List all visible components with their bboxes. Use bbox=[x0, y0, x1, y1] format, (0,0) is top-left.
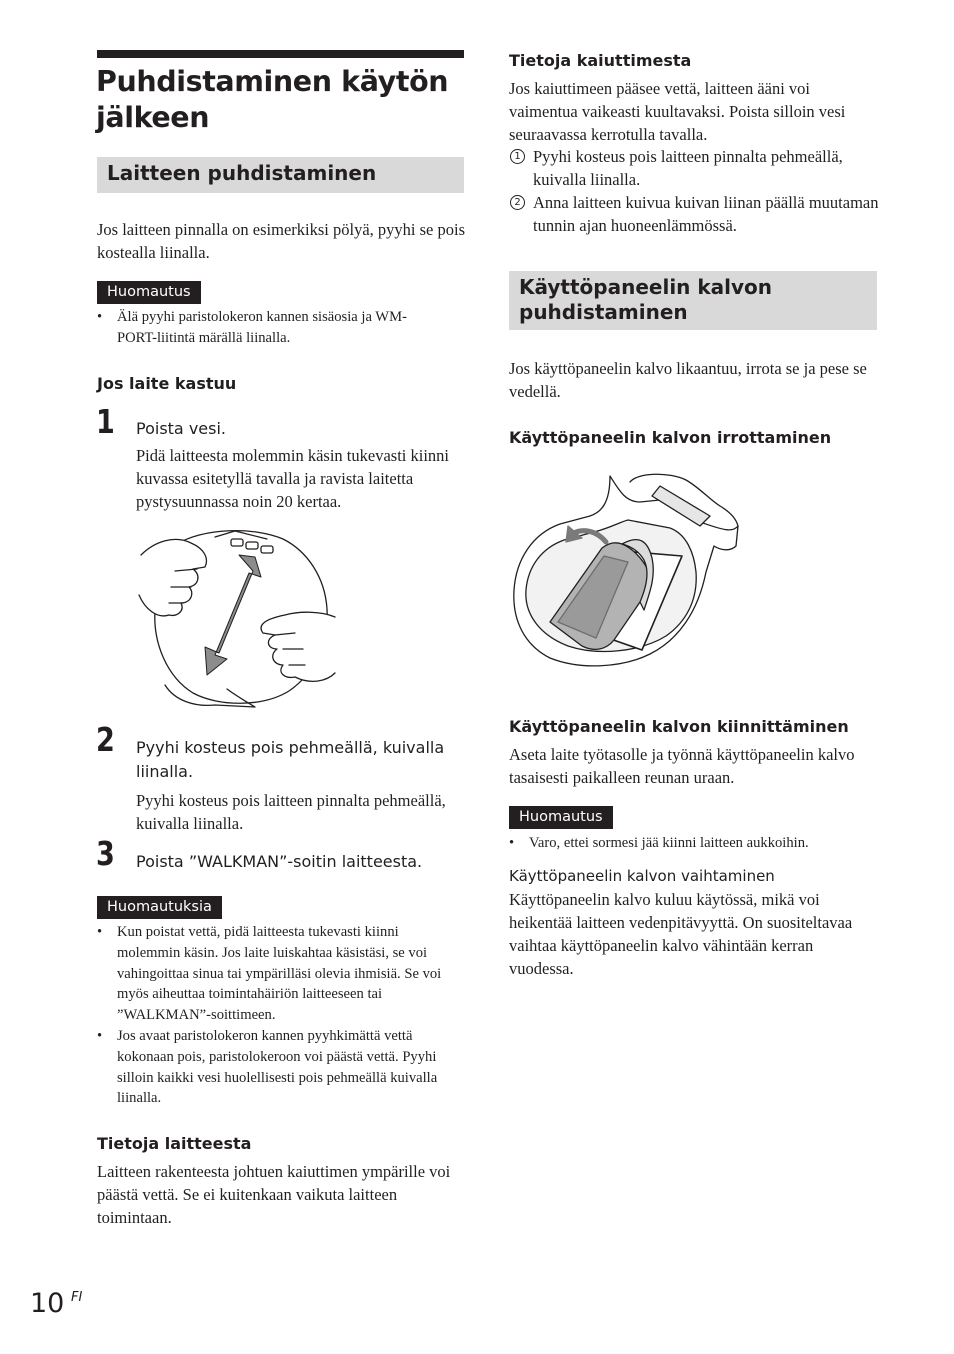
note-list bbox=[97, 307, 427, 349]
list-item: • Kun poistat vettä, pidä laitteesta tukevasti kiinni molemmin käsin. Jos laite luiskahtaa käsistäsi, se voi vahingoittaa sinua tai ympärilläsi olevia ihmisiä. Se voi myös aiheuttaa toimintahäiriön laitteeseen tai ”WALKMAN”-soittimeen. bbox=[97, 922, 464, 1026]
section-heading-panel-film: Käyttöpaneelin kalvon puhdistaminen bbox=[509, 271, 877, 330]
speaker-body: Jos kaiuttimeen pääsee vettä, laitteen ääni voi vaimentua vaikeasti kuultavaksi. Poista silloin vesi seuraavassa kerrotulla tavalla. bbox=[509, 79, 846, 144]
section-heading-device-cleaning: Laitteen puhdistaminen bbox=[97, 157, 464, 193]
page-number: 10 bbox=[30, 1288, 65, 1319]
step-title: Poista ”WALKMAN”-soitin laitteesta. bbox=[136, 852, 423, 871]
numbered-item-text: Pyyhi kosteus pois laitteen pinnalta pehmeällä, kuivalla liinalla. bbox=[533, 147, 843, 189]
note-label: Huomautus bbox=[97, 281, 201, 304]
notes-label: Huomautuksia bbox=[97, 896, 222, 919]
step-number: 3 bbox=[96, 834, 115, 873]
numbered-item bbox=[509, 191, 881, 237]
step-body: Pidä laitteesta molemmin käsin tukevasti kiinni kuvassa esitetyllä tavalla ja ravista laitetta pystysuunnassa noin 20 kertaa. bbox=[136, 446, 449, 511]
film-removal-illustration bbox=[510, 472, 742, 672]
device-info-body: Laitteen rakenteesta johtuen kaiuttimen ympärille voi päästä vettä. Se ei kuitenkaan vaikuta laitteen toimintaan. bbox=[97, 1162, 451, 1227]
note-list bbox=[509, 833, 881, 854]
numbered-item-text: Anna laitteen kuivua kuivan liinan päällä muutaman tunnin ajan huoneenlämmössä. bbox=[533, 193, 879, 235]
notes-list bbox=[97, 922, 464, 1109]
step-number: 2 bbox=[96, 720, 115, 759]
page-title: Puhdistaminen käytön jälkeen bbox=[96, 65, 449, 134]
list-item: • Älä pyyhi paristolokeron kannen sisäosia ja WM-PORT-liitintä märällä liinalla. bbox=[97, 307, 427, 349]
title-rule bbox=[97, 50, 464, 58]
step-title: Poista vesi. bbox=[136, 419, 226, 438]
numbered-item bbox=[509, 145, 881, 191]
step-circle: 2 bbox=[510, 195, 525, 210]
list-item: • Varo, ettei sormesi jää kiinni laitteen aukkoihin. bbox=[509, 833, 881, 854]
subheading-attach-film: Käyttöpaneelin kalvon kiinnittäminen bbox=[509, 717, 849, 736]
step-body: Pyyhi kosteus pois laitteen pinnalta pehmeällä, kuivalla liinalla. bbox=[136, 791, 446, 833]
attach-film-body: Aseta laite työtasolle ja työnnä käyttöpaneelin kalvo tasaisesti paikalleen reunan uraan. bbox=[509, 745, 855, 787]
subheading-if-wet: Jos laite kastuu bbox=[97, 374, 237, 393]
speaker-steps bbox=[509, 145, 881, 237]
replace-film-body: Käyttöpaneelin kalvo kuluu käytössä, mikä voi heikentää laitteen vedenpitävyyttä. On suositeltavaa vaihtaa käyttöpaneelin kalvo vähintään kerran vuodessa. bbox=[509, 890, 853, 978]
step-circle: 1 bbox=[510, 149, 525, 164]
step-number: 1 bbox=[96, 402, 115, 441]
subheading-device-info: Tietoja laitteesta bbox=[97, 1134, 252, 1153]
note-label: Huomautus bbox=[509, 806, 613, 829]
step-title: Pyyhi kosteus pois pehmeällä, kuivalla liinalla. bbox=[136, 738, 445, 781]
subheading-speaker: Tietoja kaiuttimesta bbox=[509, 51, 692, 70]
subheading-remove-film: Käyttöpaneelin kalvon irrottaminen bbox=[509, 428, 832, 447]
section-intro: Jos laitteen pinnalla on esimerkiksi pölyä, pyyhi se pois kostealla liinalla. bbox=[97, 220, 465, 262]
page-language: FI bbox=[71, 1290, 83, 1305]
panel-film-intro: Jos käyttöpaneelin kalvo likaantuu, irrota se ja pese se vedellä. bbox=[509, 359, 867, 401]
shake-device-illustration bbox=[135, 525, 340, 710]
subheading-replace-film: Käyttöpaneelin kalvon vaihtaminen bbox=[509, 867, 775, 885]
list-item: • Jos avaat paristolokeron kannen pyyhkimättä vettä kokonaan pois, paristolokeroon voi päästä vettä. Pyyhi silloin kaikki vesi huolellisesti pois pehmeällä kuivalla liinalla. bbox=[97, 1026, 464, 1109]
